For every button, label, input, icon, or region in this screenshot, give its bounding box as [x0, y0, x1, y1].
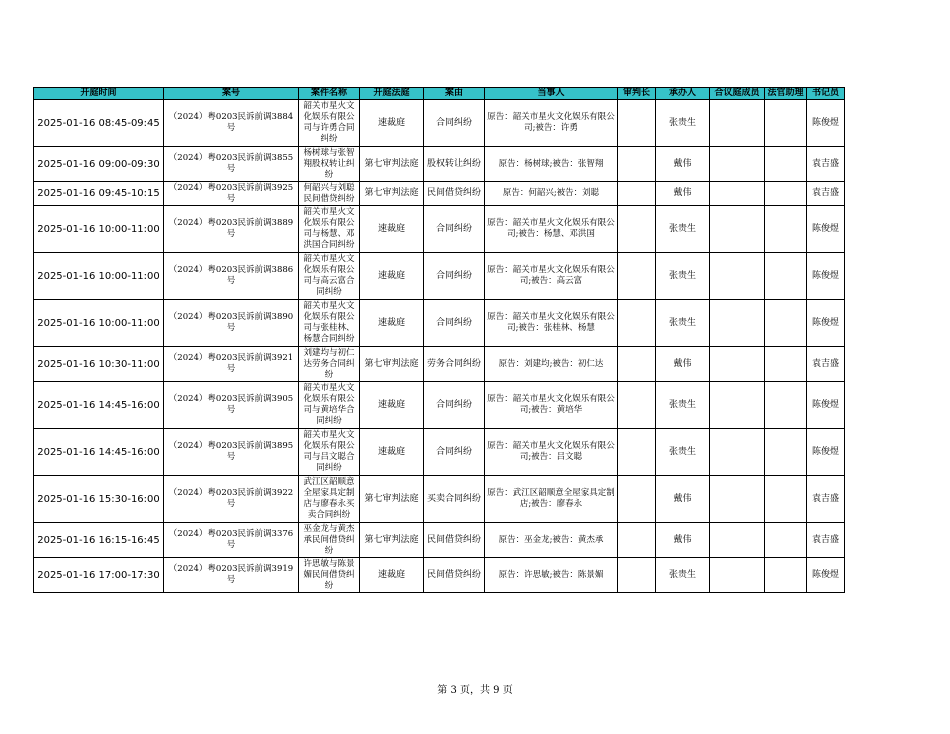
cell-case-no: （2024）粤0203民诉前调3922号: [164, 476, 299, 523]
cell-presiding: [618, 253, 656, 300]
cell-time: 2025-01-16 17:00-17:30: [34, 558, 164, 593]
cell-clerk: 陈俊煜: [807, 206, 845, 253]
cell-panel: [710, 476, 765, 523]
cell-time: 2025-01-16 14:45-16:00: [34, 429, 164, 476]
cell-clerk: 陈俊煜: [807, 100, 845, 147]
cell-case-name: 杨树球与张智翔股权转让纠纷: [299, 147, 360, 182]
cell-case-no: （2024）粤0203民诉前调3376号: [164, 523, 299, 558]
cell-case-no: （2024）粤0203民诉前调3884号: [164, 100, 299, 147]
cell-clerk: 袁吉盛: [807, 523, 845, 558]
cell-assistant: [765, 558, 807, 593]
cell-panel: [710, 558, 765, 593]
cell-cause: 买卖合同纠纷: [424, 476, 485, 523]
cell-case-no: （2024）粤0203民诉前调3895号: [164, 429, 299, 476]
table-row: [34, 253, 845, 300]
header-clerk: 书记员: [807, 88, 845, 100]
cell-case-no: （2024）粤0203民诉前调3890号: [164, 300, 299, 347]
cell-case-name: 武江区韶顺意全屋家具定制店与廖春永买卖合同纠纷: [299, 476, 360, 523]
header-case-no: 案号: [164, 88, 299, 100]
cell-case-no: （2024）粤0203民诉前调3889号: [164, 206, 299, 253]
cell-time: 2025-01-16 16:15-16:45: [34, 523, 164, 558]
cell-time: 2025-01-16 15:30-16:00: [34, 476, 164, 523]
cell-judge: 张贵生: [656, 558, 710, 593]
cell-panel: [710, 523, 765, 558]
cell-time: 2025-01-16 10:00-11:00: [34, 300, 164, 347]
cell-court: 第七审判法庭: [360, 147, 424, 182]
page-footer: 第 3 页，共 9 页: [437, 685, 513, 696]
cell-parties: 原告：刘建均;被告：初仁达: [485, 347, 618, 382]
cell-assistant: [765, 253, 807, 300]
cell-case-no: （2024）粤0203民诉前调3925号: [164, 182, 299, 206]
table-row: [34, 147, 845, 182]
cell-judge: 张贵生: [656, 300, 710, 347]
cell-case-name: 韶关市星火文化娱乐有限公司与张桂林、杨慧合同纠纷: [299, 300, 360, 347]
cell-judge: 张贵生: [656, 429, 710, 476]
cell-court: 第七审判法庭: [360, 523, 424, 558]
cell-panel: [710, 253, 765, 300]
header-judge: 承办人: [656, 88, 710, 100]
cell-clerk: 陈俊煜: [807, 558, 845, 593]
cell-assistant: [765, 147, 807, 182]
cell-judge: 戴伟: [656, 182, 710, 206]
header-assistant: 法官助理: [765, 88, 807, 100]
cell-assistant: [765, 182, 807, 206]
cell-case-name: 韶关市星火文化娱乐有限公司与高云富合同纠纷: [299, 253, 360, 300]
cell-time: 2025-01-16 10:00-11:00: [34, 206, 164, 253]
cell-court: 速裁庭: [360, 100, 424, 147]
header-panel: 合议庭成员: [710, 88, 765, 100]
cell-panel: [710, 300, 765, 347]
cell-parties: 原告：韶关市星火文化娱乐有限公司;被告：黄培华: [485, 382, 618, 429]
cell-case-no: （2024）粤0203民诉前调3855号: [164, 147, 299, 182]
cell-court: 速裁庭: [360, 253, 424, 300]
cell-assistant: [765, 523, 807, 558]
table-row: [34, 558, 845, 593]
cell-time: 2025-01-16 14:45-16:00: [34, 382, 164, 429]
cell-presiding: [618, 347, 656, 382]
cell-judge: 张贵生: [656, 206, 710, 253]
table-row: [34, 476, 845, 523]
cell-parties: 原告：武江区韶顺意全屋家具定制店;被告：廖春永: [485, 476, 618, 523]
cell-assistant: [765, 382, 807, 429]
table-row: [34, 382, 845, 429]
table-row: [34, 206, 845, 253]
cell-cause: 合同纠纷: [424, 382, 485, 429]
cell-parties: 原告：杨树球;被告：张智翔: [485, 147, 618, 182]
cell-court: 速裁庭: [360, 300, 424, 347]
header-case-name: 案件名称: [299, 88, 360, 100]
hearing-schedule-table: [33, 87, 845, 593]
cell-case-name: 韶关市星火文化娱乐有限公司与杨慧、邓洪国合同纠纷: [299, 206, 360, 253]
cell-case-name: 韶关市星火文化娱乐有限公司与吕文聪合同纠纷: [299, 429, 360, 476]
cell-presiding: [618, 476, 656, 523]
cell-parties: 原告：韶关市星火文化娱乐有限公司;被告：高云富: [485, 253, 618, 300]
cell-parties: 原告：韶关市星火文化娱乐有限公司;被告：杨慧、邓洪国: [485, 206, 618, 253]
cell-panel: [710, 429, 765, 476]
table-row: [34, 300, 845, 347]
cell-cause: 合同纠纷: [424, 429, 485, 476]
cell-court: 速裁庭: [360, 382, 424, 429]
cell-cause: 劳务合同纠纷: [424, 347, 485, 382]
cell-assistant: [765, 347, 807, 382]
cell-court: 速裁庭: [360, 429, 424, 476]
cell-court: 第七审判法庭: [360, 476, 424, 523]
cell-assistant: [765, 429, 807, 476]
cell-clerk: 袁吉盛: [807, 347, 845, 382]
cell-clerk: 袁吉盛: [807, 147, 845, 182]
cell-court: 速裁庭: [360, 206, 424, 253]
cell-time: 2025-01-16 09:00-09:30: [34, 147, 164, 182]
cell-presiding: [618, 182, 656, 206]
cell-clerk: 陈俊煜: [807, 429, 845, 476]
cell-judge: 戴伟: [656, 347, 710, 382]
cell-panel: [710, 382, 765, 429]
cell-case-no: （2024）粤0203民诉前调3921号: [164, 347, 299, 382]
cell-parties: 原告：韶关市星火文化娱乐有限公司;被告：张桂林、杨慧: [485, 300, 618, 347]
cell-cause: 合同纠纷: [424, 100, 485, 147]
cell-cause: 民间借贷纠纷: [424, 523, 485, 558]
cell-case-name: 韶关市星火文化娱乐有限公司与黄培华合同纠纷: [299, 382, 360, 429]
cell-presiding: [618, 206, 656, 253]
cell-panel: [710, 206, 765, 253]
cell-case-no: （2024）粤0203民诉前调3886号: [164, 253, 299, 300]
cell-case-name: 巫金龙与黄杰承民间借贷纠纷: [299, 523, 360, 558]
header-parties: 当事人: [485, 88, 618, 100]
cell-time: 2025-01-16 10:30-11:00: [34, 347, 164, 382]
cell-time: 2025-01-16 09:45-10:15: [34, 182, 164, 206]
header-court: 开庭法庭: [360, 88, 424, 100]
cell-judge: 张贵生: [656, 382, 710, 429]
cell-cause: 合同纠纷: [424, 300, 485, 347]
table-row: [34, 100, 845, 147]
table-row: [34, 429, 845, 476]
cell-panel: [710, 182, 765, 206]
cell-case-name: 刘建均与初仁达劳务合同纠纷: [299, 347, 360, 382]
cell-panel: [710, 147, 765, 182]
cell-panel: [710, 100, 765, 147]
header-time: 开庭时间: [34, 88, 164, 100]
cell-parties: 原告：许思敏;被告：陈景媚: [485, 558, 618, 593]
cell-case-no: （2024）粤0203民诉前调3919号: [164, 558, 299, 593]
cell-assistant: [765, 206, 807, 253]
cell-cause: 合同纠纷: [424, 253, 485, 300]
cell-cause: 民间借贷纠纷: [424, 182, 485, 206]
cell-clerk: 陈俊煜: [807, 253, 845, 300]
cell-presiding: [618, 558, 656, 593]
header-presiding: 审判长: [618, 88, 656, 100]
table-row: [34, 347, 845, 382]
header-cause: 案由: [424, 88, 485, 100]
cell-clerk: 陈俊煜: [807, 382, 845, 429]
cell-presiding: [618, 147, 656, 182]
cell-judge: 戴伟: [656, 147, 710, 182]
cell-time: 2025-01-16 10:00-11:00: [34, 253, 164, 300]
table-header-row: [34, 88, 845, 100]
cell-judge: 戴伟: [656, 523, 710, 558]
cell-time: 2025-01-16 08:45-09:45: [34, 100, 164, 147]
cell-cause: 股权转让纠纷: [424, 147, 485, 182]
cell-presiding: [618, 382, 656, 429]
table-row: [34, 182, 845, 206]
cell-presiding: [618, 100, 656, 147]
cell-judge: 戴伟: [656, 476, 710, 523]
cell-case-name: 何韶兴与刘聪民间借贷纠纷: [299, 182, 360, 206]
cell-court: 速裁庭: [360, 558, 424, 593]
cell-parties: 原告：何韶兴;被告：刘聪: [485, 182, 618, 206]
cell-parties: 原告：巫金龙;被告：黄杰承: [485, 523, 618, 558]
cell-presiding: [618, 523, 656, 558]
cell-cause: 合同纠纷: [424, 206, 485, 253]
cell-cause: 民间借贷纠纷: [424, 558, 485, 593]
cell-court: 第七审判法庭: [360, 182, 424, 206]
cell-parties: 原告：韶关市星火文化娱乐有限公司;被告：吕文聪: [485, 429, 618, 476]
cell-presiding: [618, 429, 656, 476]
cell-clerk: 袁吉盛: [807, 182, 845, 206]
cell-judge: 张贵生: [656, 253, 710, 300]
cell-case-no: （2024）粤0203民诉前调3905号: [164, 382, 299, 429]
cell-case-name: 韶关市星火文化娱乐有限公司与许勇合同纠纷: [299, 100, 360, 147]
cell-clerk: 袁吉盛: [807, 476, 845, 523]
cell-judge: 张贵生: [656, 100, 710, 147]
table-row: [34, 523, 845, 558]
cell-clerk: 陈俊煜: [807, 300, 845, 347]
cell-assistant: [765, 476, 807, 523]
cell-panel: [710, 347, 765, 382]
cell-parties: 原告：韶关市星火文化娱乐有限公司;被告：许勇: [485, 100, 618, 147]
cell-presiding: [618, 300, 656, 347]
cell-court: 第七审判法庭: [360, 347, 424, 382]
cell-case-name: 许思敏与陈景媚民间借贷纠纷: [299, 558, 360, 593]
cell-assistant: [765, 300, 807, 347]
cell-assistant: [765, 100, 807, 147]
